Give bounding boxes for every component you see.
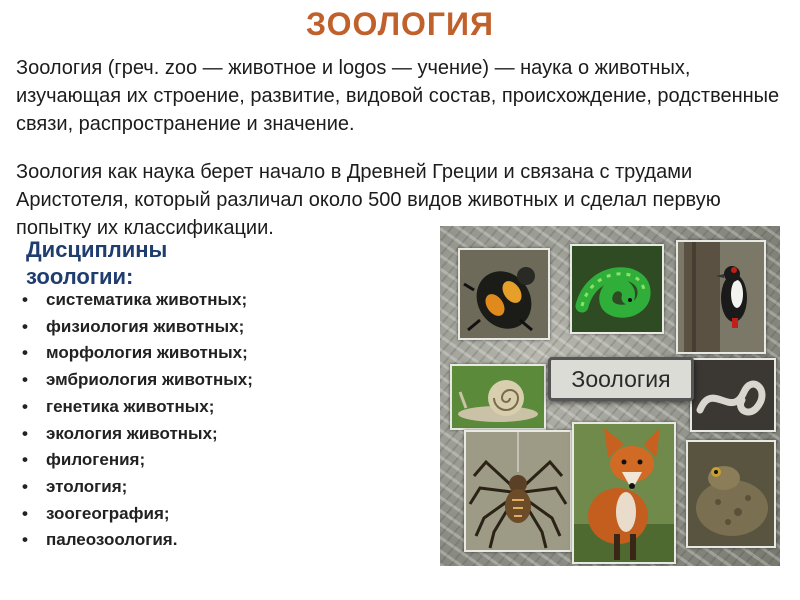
beetle-icon [460, 250, 548, 338]
page-title: ЗООЛОГИЯ [305, 6, 495, 42]
list-item-label: систематика животных; [46, 290, 248, 309]
woodpecker-icon [678, 242, 764, 352]
disciplines-heading: Дисциплины зоологии: [26, 237, 168, 289]
bullet-icon: • [22, 316, 28, 336]
bullet-icon: • [22, 450, 28, 470]
collage-label: Зоология [548, 357, 694, 401]
list-item [22, 421, 253, 448]
list-item [22, 394, 253, 421]
snake-icon [572, 246, 662, 332]
list-item [22, 367, 253, 394]
worm-icon [692, 360, 774, 430]
snail-icon [452, 366, 544, 428]
list-item-label: зоогеография; [46, 503, 170, 523]
list-item [22, 527, 253, 554]
beetle-image [458, 248, 550, 340]
spider-icon [466, 432, 570, 550]
list-item-label: филогения; [46, 450, 146, 470]
list-item-label: генетика животных; [46, 396, 215, 416]
snail-image [450, 364, 546, 430]
worm-image [690, 358, 776, 432]
bullet-icon: • [22, 343, 28, 363]
list-item [22, 474, 253, 501]
bullet-icon: • [22, 396, 28, 416]
fox-icon [574, 424, 674, 562]
bullet-icon: • [22, 476, 28, 496]
zoology-collage [440, 226, 780, 566]
fox-image [572, 422, 676, 564]
list-item [22, 340, 253, 367]
bullet-icon: • [22, 503, 28, 523]
definition-paragraph: Зоология (греч. zoo — животное и logos — учение) — наука о животных, изучающая их строение, развитие, видовой состав, происхождение, родственные связи, распространение и значение. [16, 57, 780, 135]
bullet-icon: • [22, 423, 28, 443]
list-item-label: физиология животных; [46, 316, 245, 336]
spider-image [464, 430, 572, 552]
list-item [22, 501, 253, 528]
woodpecker-image [676, 240, 766, 354]
list-item [22, 447, 253, 474]
list-item-label: палеозоология. [46, 530, 178, 550]
bullet-icon: • [22, 530, 28, 550]
disciplines-list [22, 287, 253, 554]
list-item-label: этология; [46, 476, 128, 496]
list-item-label: морфология животных; [46, 343, 248, 363]
history-paragraph: Зоология как наука берет начало в Древней Греции и связана с трудами Аристотеля, который различал около 500 видов животных и сделал первую попытку их классификации. [16, 161, 721, 239]
list-item-label: экология животных; [46, 423, 218, 443]
list-item-label: эмбриология животных; [46, 370, 253, 390]
snake-image [570, 244, 664, 334]
toad-icon [688, 442, 774, 546]
toad-image [686, 440, 776, 548]
list-item [22, 314, 253, 341]
bullet-icon: • [22, 370, 28, 390]
bullet-icon: • [22, 290, 28, 309]
list-item [22, 287, 253, 314]
